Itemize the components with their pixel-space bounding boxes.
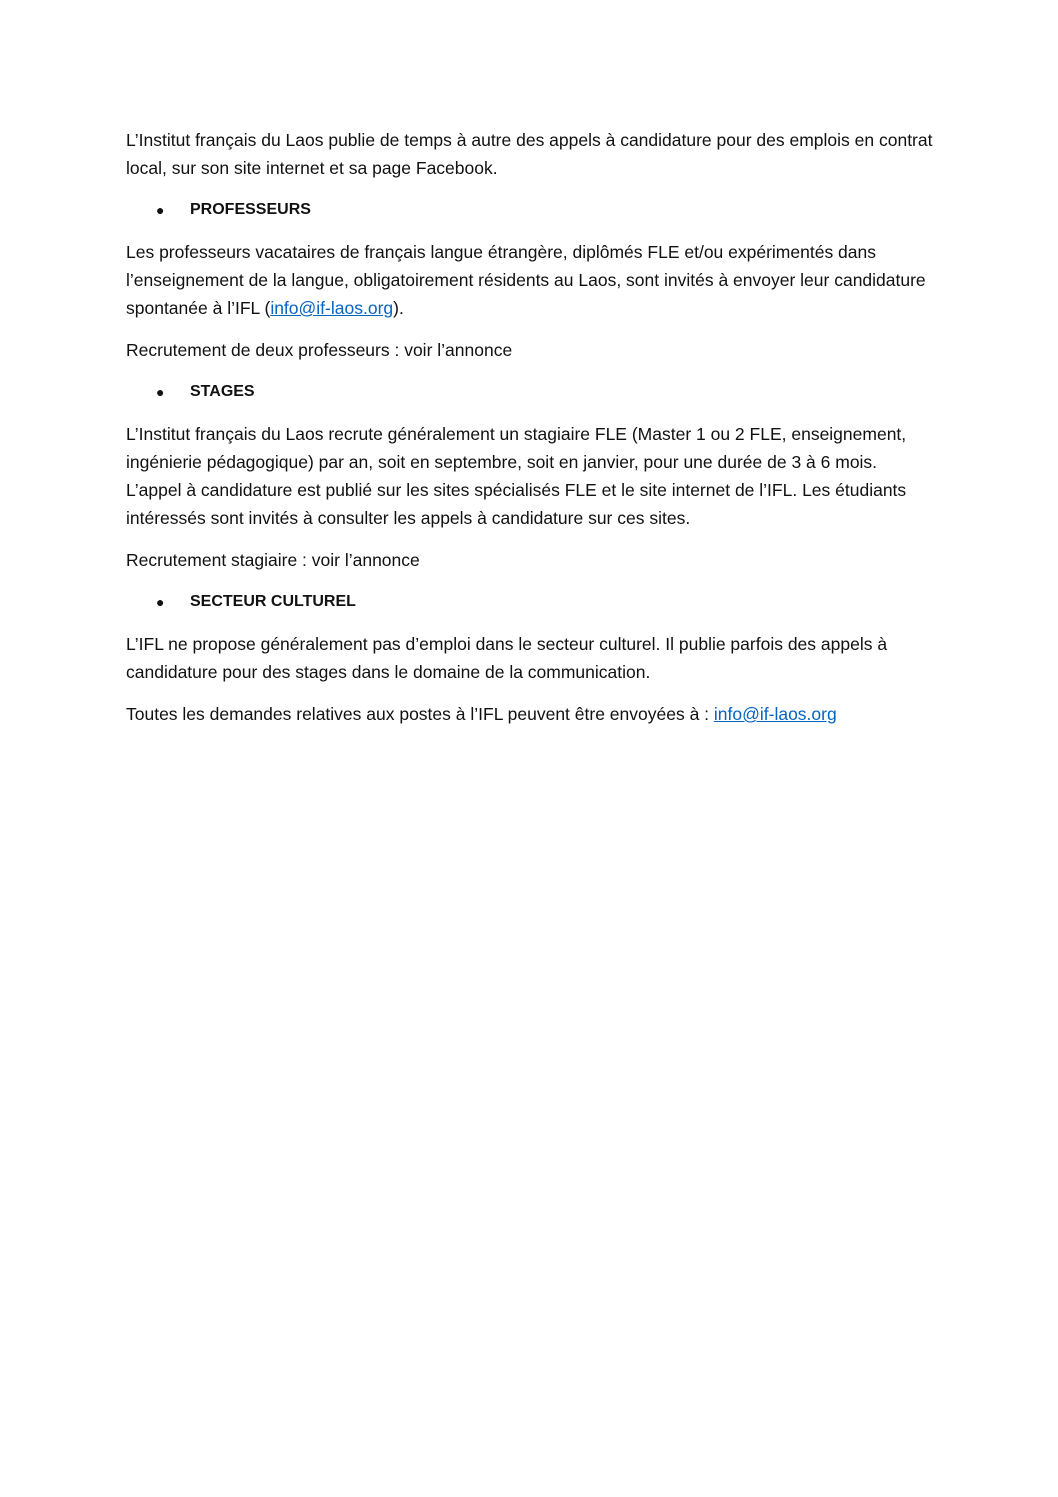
heading-label: SECTEUR CULTUREL	[190, 593, 356, 610]
section-heading-secteur-culturel	[126, 588, 936, 616]
closing-paragraph	[126, 700, 936, 728]
heading-label: PROFESSEURS	[190, 201, 311, 218]
section-heading-stages	[126, 378, 936, 406]
section-heading-professeurs	[126, 196, 936, 224]
secteur-culturel-paragraph: L’IFL ne propose généralement pas d’emploi dans le secteur culturel. Il publie parfois des appels à candidature pour des stages dans le domaine de la communication.	[126, 634, 888, 682]
professeurs-paragraph	[126, 238, 936, 322]
professeurs-recruitment-note: Recrutement de deux professeurs : voir l’annonce	[126, 340, 513, 360]
professeurs-text: Les professeurs vacataires de français langue étrangère, diplômés FLE et/ou expérimentés dans l’enseignement de la langue, obligatoirement résidents au Laos, sont invités à envoyer leur candidature spontanée à l’IFL (	[126, 242, 926, 318]
heading-label: STAGES	[190, 383, 255, 400]
stages-paragraph: L’Institut français du Laos recrute généralement un stagiaire FLE (Master 1 ou 2 FLE, enseignement, ingénierie pédagogique) par an, soit en septembre, soit en janvier, pour une durée de 3 à 6 mois. L’appel à candidature est publié sur les sites spécialisés FLE et le site internet de l’IFL. Les étudiants intéressés sont invités à consulter les appels à candidature sur ces sites.	[126, 424, 907, 528]
bullet-icon: ●	[156, 202, 165, 218]
email-link[interactable]: info@if-laos.org	[270, 298, 394, 318]
email-link[interactable]: info@if-laos.org	[713, 704, 837, 724]
bullet-icon: ●	[156, 384, 165, 400]
bullet-icon: ●	[156, 594, 165, 610]
closing-text: Toutes les demandes relatives aux postes à l’IFL peuvent être envoyées à :	[126, 704, 714, 724]
stages-recruitment-note: Recrutement stagiaire : voir l’annonce	[126, 550, 420, 570]
intro-paragraph: L’Institut français du Laos publie de temps à autre des appels à candidature pour des emplois en contrat local, sur son site internet et sa page Facebook.	[126, 130, 933, 178]
professeurs-text-end: ).	[393, 298, 404, 318]
document-body	[126, 126, 936, 742]
